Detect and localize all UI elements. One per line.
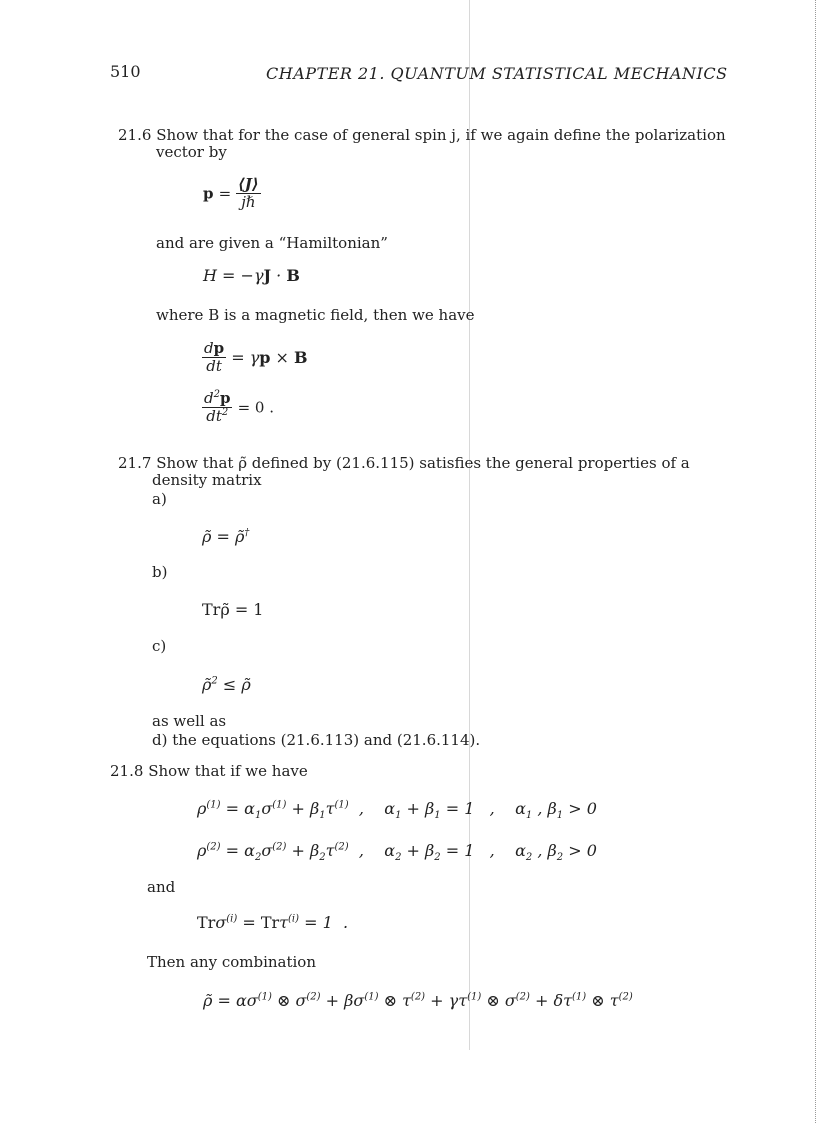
page-number: 510 [110, 62, 141, 81]
equation-idempotent: ρ̃$^2$ ≤ ρ̃ [202, 675, 251, 694]
problem-21-6-line2: vector by [156, 143, 227, 161]
label-c: c) [152, 637, 167, 655]
problem-number: 21.7 [118, 454, 152, 472]
scan-fold-line [469, 0, 470, 1050]
equation-dp-dt: $\frac{dp}{dt}$ = γp × B [204, 339, 308, 375]
equation-rho2: $\rho^{(2)} = \alpha_2\sigma^{(2)} + \beta_2\tau^{(2)}$ , $\alpha_2 + \beta_2 = 1$ , $\alpha_2$ , $\beta_2 > 0$ [197, 841, 597, 864]
magnetic-field-text: where B is a magnetic field, then we have [156, 306, 475, 324]
problem-text: Show that ρ̃ defined by (21.6.115) satisfies the general properties of a [156, 454, 690, 472]
problem-number: 21.8 [110, 762, 144, 780]
label-a: a) [152, 490, 167, 508]
problem-text: Show that for the case of general spin j, if we again define the polarization [156, 126, 726, 144]
equation-trace: Trρ̃ = 1 [202, 600, 264, 619]
as-well-as-text: as well as [152, 712, 227, 730]
problem-21-7-line1 [118, 454, 690, 472]
equation-hermitian: ρ̃ = ρ̃† [202, 527, 250, 546]
problem-21-8-line1 [110, 762, 308, 780]
problem-21-7-line2: density matrix [152, 471, 262, 489]
item-d: d) the equations (21.6.113) and (21.6.114). [152, 731, 481, 749]
equation-polarization: p = $\frac{⟨J⟩}{\text{jℏ}}$ [203, 175, 259, 211]
equation-traces: Trσ$^{(i)}$ = Trτ$^{(i)}$ = 1 . [197, 913, 349, 932]
chapter-title: CHAPTER 21. QUANTUM STATISTICAL MECHANICS [266, 64, 728, 83]
fraction: $\frac{⟨J⟩}{\text{jℏ}}$ [237, 175, 259, 211]
problem-text: Show that if we have [148, 762, 308, 780]
then-text: Then any combination [147, 953, 316, 971]
label-b: b) [152, 563, 168, 581]
equation-d2p-dt2: $\frac{d^2p}{dt^2}$ = 0 . [204, 389, 274, 425]
equation-combination: ρ̃ = $\alpha\sigma^{(1)}$ ⊗ $\sigma^{(2)} + \beta\sigma^{(1)}$ ⊗ $\tau^{(2)} + \gamma\tau^{(1)}$ ⊗ $\sigma^{(2)} + \delta\tau^{(1)}$ ⊗ $\tau^{(2)}$ [203, 991, 633, 1010]
problem-21-6-line1 [118, 126, 726, 144]
equation-hamiltonian: H = −γJ · B [203, 266, 300, 285]
problem-number: 21.6 [118, 126, 152, 144]
equation-rho1: $\rho^{(1)} = \alpha_1\sigma^{(1)} + \beta_1\tau^{(1)}$ , $\alpha_1 + \beta_1 = 1$ , $\alpha_1$ , $\beta_1 > 0$ [197, 799, 597, 822]
and-text: and [147, 878, 176, 896]
hamiltonian-text: and are given a “Hamiltonian” [156, 234, 388, 252]
